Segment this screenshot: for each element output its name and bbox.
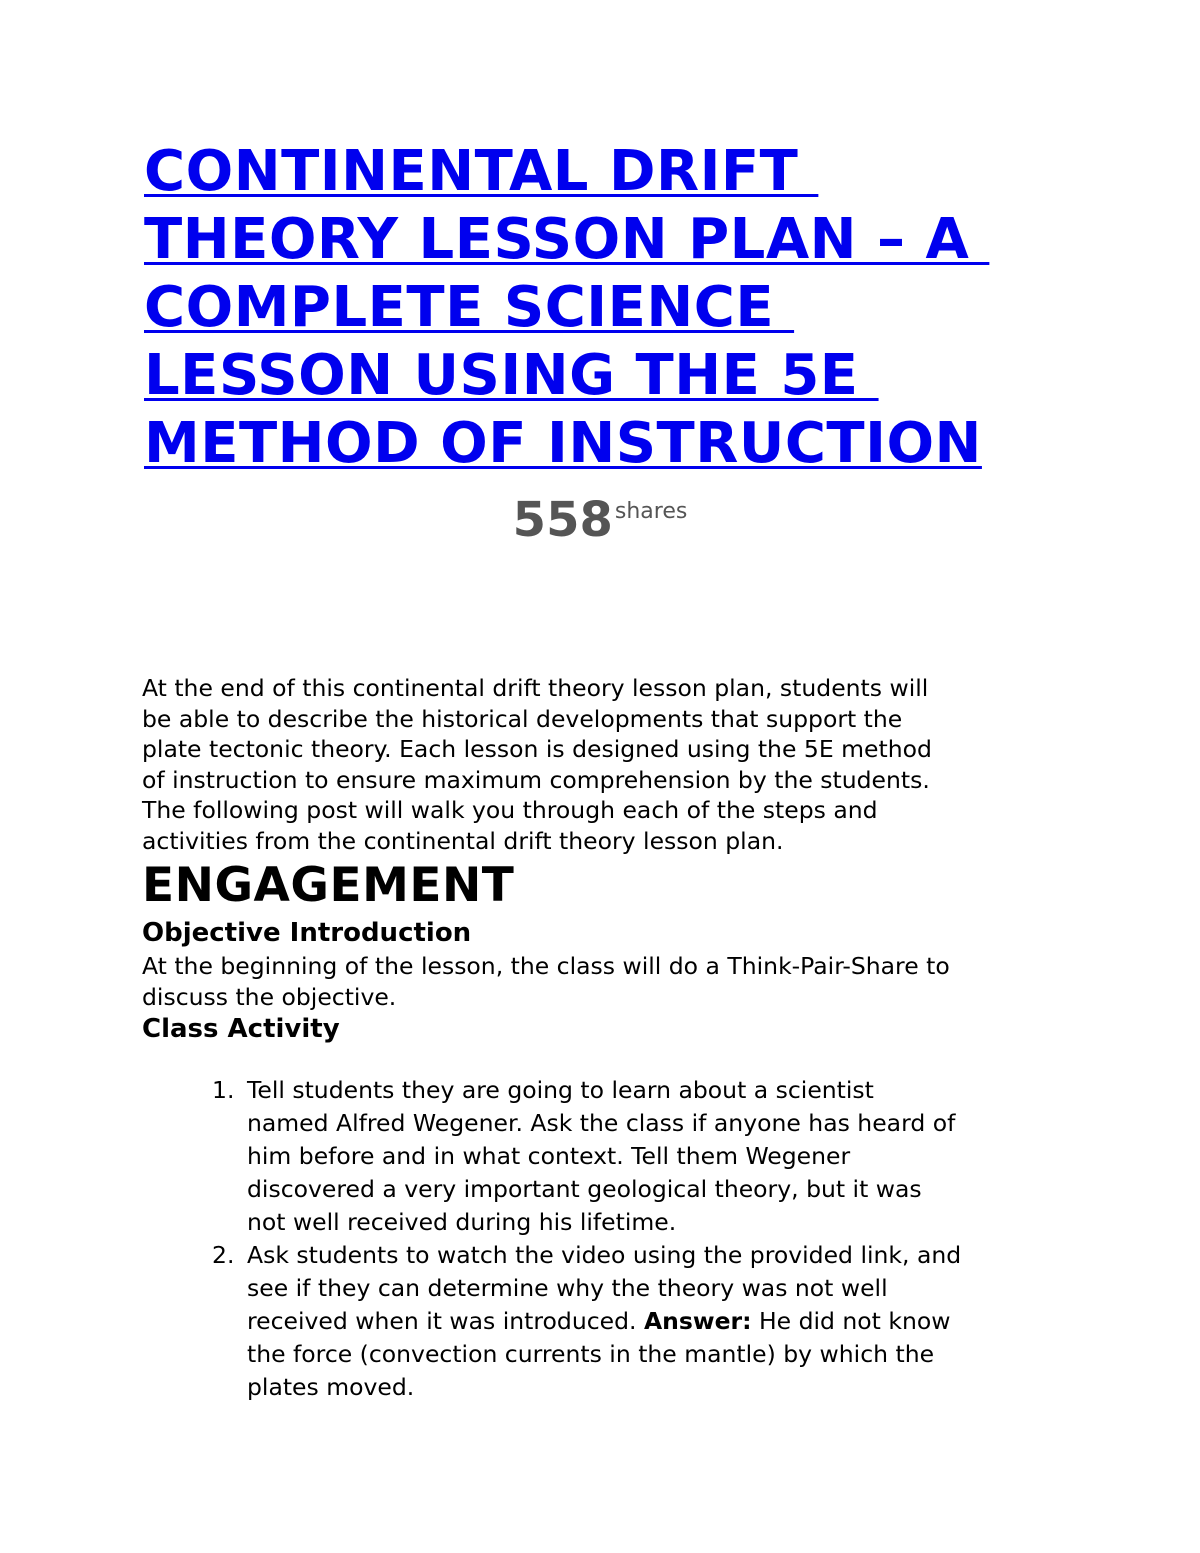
title-line[interactable]: COMPLETE SCIENCE: [144, 275, 795, 340]
engagement-heading: ENGAGEMENT: [142, 858, 515, 913]
title-link[interactable]: [144, 138, 1064, 478]
list-line: discovered a very important geological theory, but it was: [247, 1175, 922, 1203]
list-line-answer: [247, 1305, 1102, 1338]
objective-line: At the beginning of the lesson, the class will do a Think-Pair-Share to: [142, 952, 950, 980]
list-line: him before and in what context. Tell them Wegener: [247, 1142, 851, 1170]
objective-line: discuss the objective.: [142, 983, 397, 1011]
list-number: 1.: [212, 1076, 235, 1104]
intro-line: be able to describe the historical developments that support the: [142, 704, 903, 733]
share-count: 558: [512, 492, 613, 548]
intro-line: At the end of this continental drift theory lesson plan, students will: [142, 674, 929, 702]
class-activity-heading: Class Activity: [142, 1014, 340, 1044]
title-line[interactable]: LESSON USING THE 5E: [144, 343, 879, 408]
list-item: [142, 1074, 1102, 1239]
list-line: the force (convection currents in the mantle) by which the: [247, 1340, 935, 1368]
intro-line: activities from the continental drift theory lesson plan.: [142, 826, 784, 855]
intro-line: of instruction to ensure maximum comprehension by the students.: [142, 765, 930, 794]
list-line: plates moved.: [247, 1373, 415, 1401]
list-item: [142, 1239, 1102, 1404]
intro-paragraph: [142, 673, 1072, 857]
share-counter: [0, 492, 1200, 548]
intro-line: plate tectonic theory. Each lesson is designed using the 5E method: [142, 735, 932, 764]
list-number: 2.: [212, 1241, 235, 1269]
list-line: named Alfred Wegener. Ask the class if anyone has heard of: [247, 1109, 956, 1137]
title-line[interactable]: THEORY LESSON PLAN – A: [144, 207, 990, 272]
answer-text: He did not know: [751, 1307, 951, 1335]
title-line[interactable]: METHOD OF INSTRUCTION: [144, 411, 982, 476]
list-line: Ask students to watch the video using the provided link, and: [247, 1241, 962, 1269]
answer-lead-text: received when it was introduced.: [247, 1307, 644, 1335]
intro-line: The following post will walk you through each of the steps and: [142, 796, 878, 825]
share-label: shares: [614, 499, 688, 524]
objective-paragraph: [142, 951, 1102, 1013]
list-line: not well received during his lifetime.: [247, 1208, 677, 1236]
answer-label: Answer:: [643, 1307, 752, 1335]
title-line[interactable]: CONTINENTAL DRIFT: [144, 139, 819, 204]
objective-heading: Objective Introduction: [142, 918, 472, 948]
activity-list: [142, 1074, 1102, 1404]
list-line: Tell students they are going to learn about a scientist: [247, 1076, 874, 1104]
list-line: see if they can determine why the theory was not well: [247, 1274, 888, 1302]
